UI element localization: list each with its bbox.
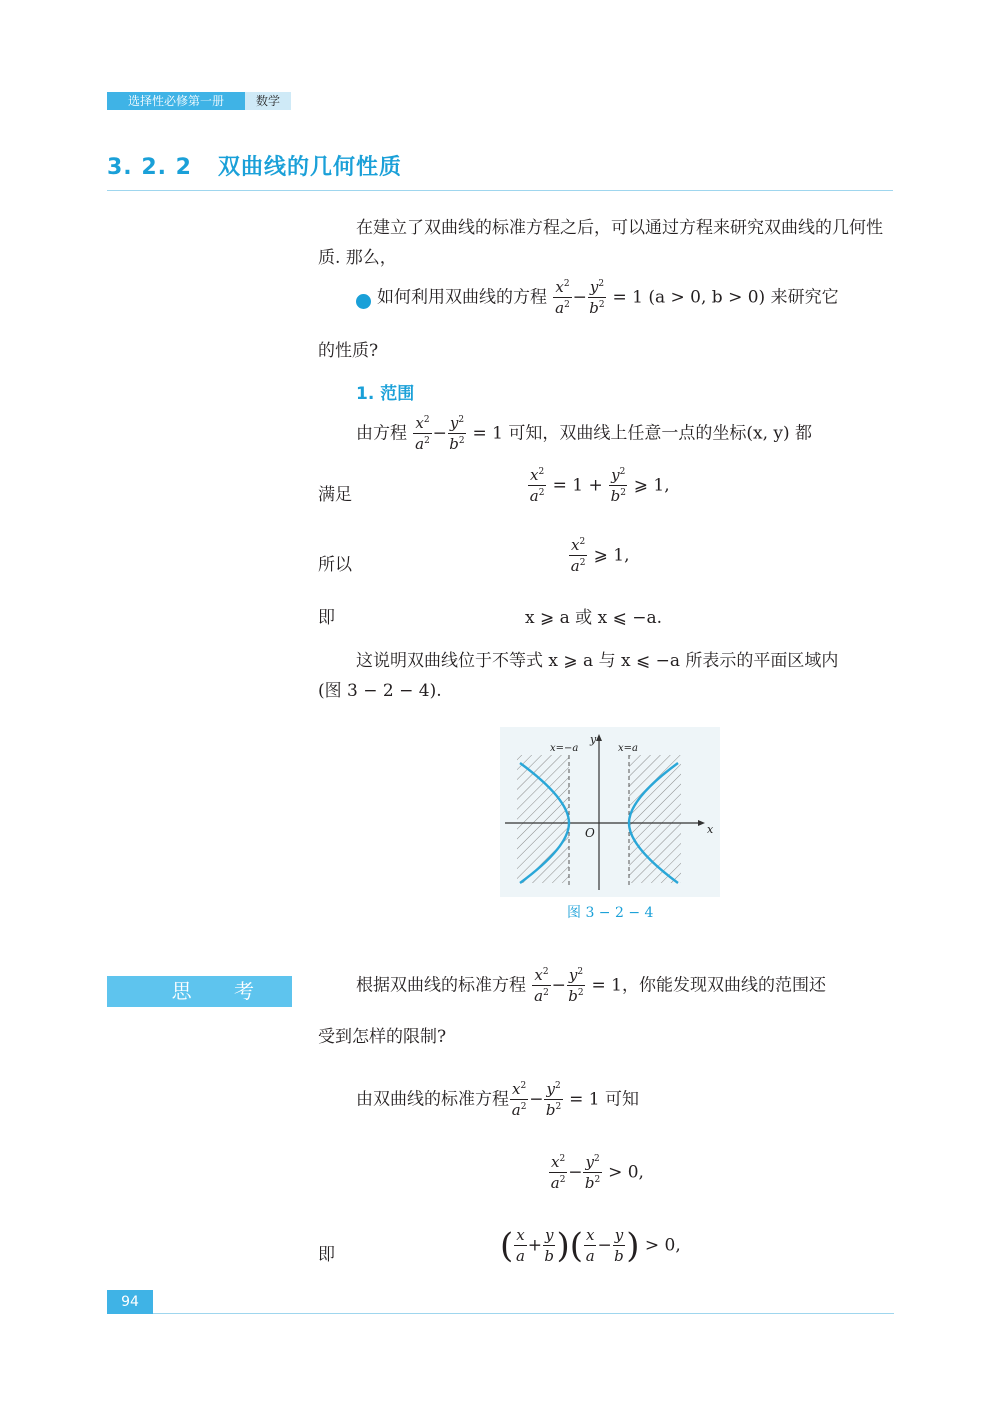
footer-rule <box>153 1313 894 1314</box>
label-suoyi: 所以 <box>318 555 352 575</box>
fraction-y2-b2: $\frac{y^2}{b^2}$ <box>449 414 465 453</box>
derive-line1-pre: 由双曲线的标准方程 <box>356 1089 509 1110</box>
question-pre: 如何利用双曲线的方程 <box>377 287 547 308</box>
range-line1: 由方程 $\frac{x^2}{a^2}$ − $\frac{y^2}{b^2}$ = 1 可知，双曲线上任意一点的坐标(x, y) 都 <box>356 414 813 453</box>
fraction-y-b: $\frac{y}{b}$ <box>544 1226 555 1265</box>
fraction-x-a: $\frac{x}{a}$ <box>585 1226 595 1265</box>
think-label: 思 考 <box>107 976 292 1007</box>
subject-tab: 数学 <box>245 92 291 110</box>
book-tab: 选择性必修第一册 <box>107 92 245 110</box>
range-line1-pre: 由方程 <box>356 423 407 444</box>
fraction-x2-a2: $\frac{x^2}{a^2}$ <box>529 466 545 505</box>
fraction-x2-a2: $\frac{x^2}{a^2}$ <box>555 278 570 317</box>
fraction-x-a: $\frac{x}{a}$ <box>516 1226 525 1265</box>
label-x-a: x=a <box>618 743 638 754</box>
question-line: 如何利用双曲线的方程 $\frac{x^2}{a^2}$ − $\frac{y^2}{b^2}$ = 1 (a > 0, b > 0) 来研究它 <box>377 278 839 317</box>
equation-2 <box>568 538 629 574</box>
derive-line1: 由双曲线的标准方程 $\frac{x^2}{a^2}$ − $\frac{y^2}{b^2}$ = 1 可知 <box>356 1080 639 1119</box>
label-manzu: 满足 <box>318 485 352 505</box>
section-title-text: 双曲线的几何性质 <box>217 155 402 180</box>
fraction-x2-a2: $\frac{x^2}{a^2}$ <box>534 966 549 1005</box>
subsection-range: 1. 范围 <box>356 384 415 404</box>
fraction-y2-b2: $\frac{y^2}{b^2}$ <box>584 1153 601 1192</box>
equation-4: $\frac{x^2}{a^2}$ − $\frac{y^2}{b^2}$ > 0, <box>550 1153 644 1192</box>
fraction-x2-a2: $\frac{x^2}{a^2}$ <box>570 536 586 575</box>
equation-1-end: ⩾ 1, <box>633 475 670 496</box>
hyperbola-figure <box>500 727 720 897</box>
explain-line2: (图 3 − 2 − 4). <box>318 681 442 701</box>
think-q1-post: = 1，你能发现双曲线的范围还 <box>591 975 826 996</box>
figure-caption: 图 3 − 2 − 4 <box>567 905 654 921</box>
think-q1-pre: 根据双曲线的标准方程 <box>356 975 526 996</box>
equation-5: ( $\frac{x}{a}$ + $\frac{y}{b}$ )( $\frac{x}{a}$ − $\frac{y}{b}$ ) > 0, <box>500 1226 681 1266</box>
label-ji: 即 <box>318 608 335 628</box>
question-post: 来研究它 <box>770 287 839 308</box>
fraction-y2-b2: $\frac{y^2}{b^2}$ <box>589 278 605 317</box>
page-number: 94 <box>107 1290 153 1314</box>
question-cond: = 1 (a > 0, b > 0) <box>612 287 766 308</box>
label-axis-y: y <box>590 733 597 746</box>
fraction-y2-b2: $\frac{y^2}{b^2}$ <box>545 1080 562 1119</box>
equation-4-end: > 0, <box>608 1162 644 1183</box>
fraction-y-b: $\frac{y}{b}$ <box>614 1226 624 1265</box>
intro-paragraph: 在建立了双曲线的标准方程之后，可以通过方程来研究双曲线的几何性质. 那么， <box>318 218 883 268</box>
section-number: 3. 2. 2 <box>107 155 192 180</box>
fraction-x2-a2: $\frac{x^2}{a^2}$ <box>415 414 430 453</box>
section-title <box>107 150 402 181</box>
label-x-neg-a: x=−a <box>550 743 579 754</box>
equation-5-end: > 0, <box>644 1235 681 1256</box>
label-ji-2: 即 <box>318 1245 335 1265</box>
think-question-line1: 根据双曲线的标准方程 $\frac{x^2}{a^2}$ − $\frac{y^2}{b^2}$ = 1，你能发现双曲线的范围还 <box>356 966 826 1005</box>
label-axis-x: x <box>707 823 714 836</box>
think-question-line2: 受到怎样的限制? <box>318 1027 447 1047</box>
label-origin: O <box>585 826 595 840</box>
fraction-x2-a2: $\frac{x^2}{a^2}$ <box>511 1080 527 1119</box>
fraction-x2-a2: $\frac{x^2}{a^2}$ <box>550 1153 566 1192</box>
fraction-y2-b2: $\frac{y^2}{b^2}$ <box>610 466 626 505</box>
equation-2-end: ⩾ 1, <box>593 545 630 566</box>
equation-1 <box>527 468 670 504</box>
section-divider <box>107 190 893 191</box>
explain-line1: 这说明双曲线位于不等式 x ⩾ a 与 x ⩽ −a 所表示的平面区域内 <box>356 651 839 671</box>
bullet-dot-icon <box>356 294 371 309</box>
equation-1-mid: = 1 + <box>552 475 603 496</box>
derive-line1-post: = 1 可知 <box>569 1089 639 1110</box>
equation-3: x ⩾ a 或 x ⩽ −a. <box>525 608 663 628</box>
range-line1-post: = 1 可知，双曲线上任意一点的坐标(x, y) 都 <box>472 423 813 444</box>
question-tail: 的性质? <box>318 341 379 361</box>
fraction-y2-b2: $\frac{y^2}{b^2}$ <box>568 966 584 1005</box>
